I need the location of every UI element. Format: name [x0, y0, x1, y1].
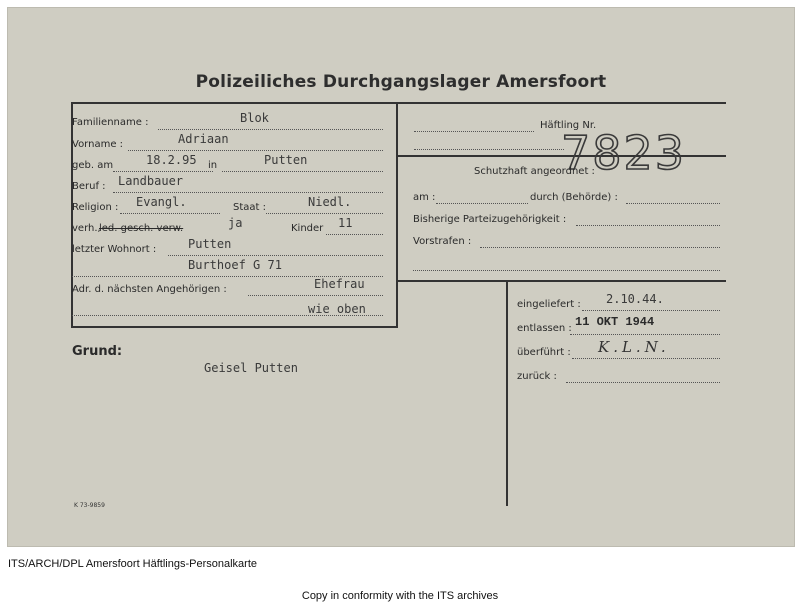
entlassen-label: entlassen :: [517, 323, 572, 334]
wohnort-line-1: [168, 255, 383, 256]
familienname-value: Blok: [240, 111, 269, 125]
adr-angehoerigen-label: Adr. d. nächsten Angehörigen :: [72, 284, 227, 295]
ueberfuehrt-value: K.L.N.: [598, 338, 670, 356]
grund-value: Geisel Putten: [204, 361, 298, 375]
upper-right-line-2: [414, 149, 564, 150]
vorstrafen-label: Vorstrafen :: [413, 236, 472, 247]
religion-line: [120, 213, 220, 214]
index-card: [7, 7, 795, 547]
kinder-value: 11: [338, 216, 353, 230]
wohnort-value-1: Putten: [188, 237, 232, 251]
eingeliefert-value: 2.10.44.: [606, 292, 664, 306]
middle-right-rule: [398, 280, 726, 282]
schutzhaft-label: Schutzhaft angeordnet :: [474, 166, 595, 177]
source-caption: ITS/ARCH/DPL Amersfoort Häftlings-Personalkarte: [8, 558, 258, 570]
am-line: [436, 203, 528, 204]
entlassen-stamp: 11 OKT 1944: [575, 315, 655, 329]
haeftling-nr-label: Häftling Nr.: [540, 120, 597, 131]
geb-in-label: in: [208, 160, 218, 171]
religion-value: Evangl.: [136, 195, 187, 209]
left-box-bottom-rule: [71, 326, 398, 328]
beruf-label: Beruf :: [72, 181, 106, 192]
vorstrafen-line: [480, 247, 720, 248]
geb-datum-line: [113, 171, 213, 172]
angehoerige-value-1: Ehefrau: [314, 277, 365, 291]
ueberfuehrt-line: [572, 358, 720, 359]
staat-value: Niedl.: [308, 195, 352, 209]
partei-line: [576, 225, 720, 226]
familienname-label: Familienname :: [72, 117, 149, 128]
verh-label: verh.,: [72, 223, 101, 234]
geb-datum-value: 18.2.95: [146, 153, 197, 167]
vorstrafen-line-2: [413, 270, 720, 271]
familienname-line: [158, 129, 383, 130]
letzter-wohnort-label: letzter Wohnort :: [72, 244, 157, 255]
lower-divider: [506, 280, 508, 506]
religion-label: Religion :: [72, 202, 119, 213]
durch-label: durch (Behörde) :: [530, 192, 618, 203]
kinder-label: Kinder: [291, 223, 324, 234]
eingeliefert-line: [582, 310, 720, 311]
angehoerige-line-1: [248, 295, 383, 296]
am-label: am :: [413, 192, 436, 203]
wohnort-value-2: Burthoef G 71: [188, 258, 282, 272]
vorname-line: [128, 150, 383, 151]
haeftling-nr-stamp: 7823: [561, 126, 687, 180]
partei-label: Bisherige Parteizugehörigkeit :: [413, 214, 567, 225]
ueberfuehrt-label: überführt :: [517, 347, 571, 358]
beruf-line: [113, 192, 383, 193]
staat-label: Staat :: [233, 202, 266, 213]
zurueck-label: zurück :: [517, 371, 557, 382]
form-code: K 73-9859: [74, 502, 105, 509]
vorname-label: Vorname :: [72, 139, 124, 150]
staat-line: [266, 213, 383, 214]
card-title: Polizeiliches Durchgangslager Amersfoort: [195, 72, 607, 92]
beruf-value: Landbauer: [118, 174, 184, 188]
angehoerige-value-2: wie oben: [308, 302, 366, 316]
haeftling-line: [414, 131, 534, 132]
entlassen-line: [570, 334, 720, 335]
vorname-value: Adriaan: [178, 132, 229, 146]
top-rule: [71, 102, 726, 104]
verh-value: ja: [228, 216, 243, 230]
conformity-caption: Copy in conformity with the ITS archives: [301, 590, 499, 602]
geb-ort-line: [222, 171, 383, 172]
geb-am-label: geb. am: [72, 160, 114, 171]
durch-line: [626, 203, 720, 204]
grund-label: Grund:: [72, 344, 123, 359]
left-box-right-border: [396, 102, 398, 328]
kinder-line: [326, 234, 383, 235]
eingeliefert-label: eingeliefert :: [517, 299, 581, 310]
zurueck-line: [566, 382, 720, 383]
geb-ort-value: Putten: [264, 153, 308, 167]
verh-struck-label: led. gesch. verw.: [99, 223, 184, 234]
